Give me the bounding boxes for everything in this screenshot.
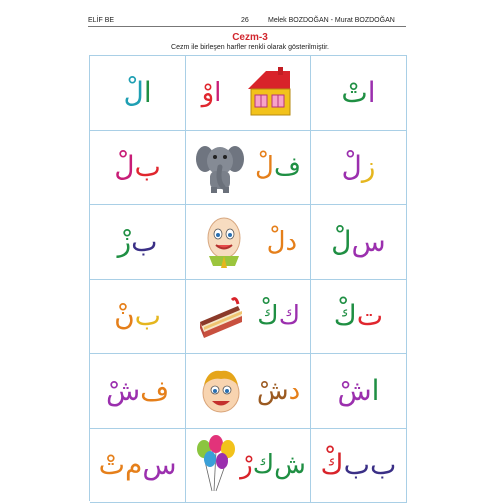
arabic-word [202,80,222,106]
letter: ب [131,228,157,256]
cell-r5-left [90,354,186,429]
arabic-word [337,377,379,405]
letter: د [285,229,297,255]
letter: ا [144,79,152,107]
arabic-word [114,302,161,330]
page-header [88,16,406,27]
letter: لْ [255,154,274,180]
authors: Melek BOZDOĞAN - Murat BOZDOĞAN [268,16,395,25]
letter: ب [135,153,161,181]
letter: ب [344,451,370,479]
arabic-word [341,79,375,107]
letter: تْ [99,451,125,479]
cell-r2-middle [186,131,311,206]
letter: كْ [334,302,357,330]
letter: شْ [257,378,289,404]
cell-r3-middle [186,205,311,280]
cell-r1-left [90,56,186,131]
letter: لْ [114,153,134,181]
arabic-word [257,303,300,329]
arabic-word [114,153,161,181]
letter: ا [372,377,380,405]
cell-r5-right [311,354,407,429]
letter: رْ [240,452,253,478]
letter: ك [253,452,274,478]
letter: شْ [106,377,140,405]
letter: لْ [267,229,286,255]
elephant-icon [195,137,245,197]
letter: ش [274,452,306,478]
book-title: ELİF BE [88,16,114,25]
page-title: Cezm-3 [0,32,500,43]
cell-r2-left [90,131,186,206]
cell-r3-right [311,205,407,280]
letter: ب [370,451,396,479]
letter: لْ [331,228,351,256]
letter: م [125,451,142,479]
arabic-word [342,153,376,181]
letter: لْ [124,79,144,107]
letter: ف [140,377,169,405]
cell-r1-right [311,56,407,131]
letter: نْ [114,302,135,330]
cell-r6-right [311,429,407,503]
cell-r3-left [90,205,186,280]
letter: ا [214,80,221,106]
boy-face-icon [196,361,246,421]
letter: ز [362,153,376,181]
arabic-word [257,378,300,404]
letter: د [289,378,301,404]
page-subtitle: Cezm ile birleşen harfler renkli olarak gösterilmiştir. [0,44,500,51]
cell-r2-right [311,131,407,206]
letter: س [142,451,176,479]
letter: زْ [118,228,132,256]
arabic-word [334,302,383,330]
letter: لْ [342,153,362,181]
egg-character-icon [199,212,249,272]
arabic-word [331,228,386,256]
house-icon [244,63,294,123]
cake-slice-icon [196,286,246,346]
arabic-word [267,229,297,255]
cell-r4-left [90,280,186,355]
cell-r6-middle [186,429,311,503]
arabic-word [106,377,169,405]
letter: ا [368,79,376,107]
letter-grid [89,55,407,501]
cell-r6-left [90,429,186,503]
arabic-word [321,451,397,479]
letter: تْ [341,79,367,107]
cell-r5-middle [186,354,311,429]
letter: ت [357,302,383,330]
letter: كْ [257,303,278,329]
cell-r4-right [311,280,407,355]
arabic-word [118,228,158,256]
letter: ك [279,303,300,329]
balloons-icon [190,435,240,495]
letter: كْ [321,451,344,479]
cell-r4-middle [186,280,311,355]
arabic-word [255,154,301,180]
letter: س [352,228,386,256]
letter: ب [135,302,161,330]
letter: وْ [202,80,215,106]
page-number: 26 [241,16,249,25]
arabic-word [240,452,306,478]
cell-r1-middle [186,56,311,131]
letter: ف [274,154,301,180]
arabic-word [124,79,152,107]
arabic-word [99,451,177,479]
letter: شْ [337,377,371,405]
